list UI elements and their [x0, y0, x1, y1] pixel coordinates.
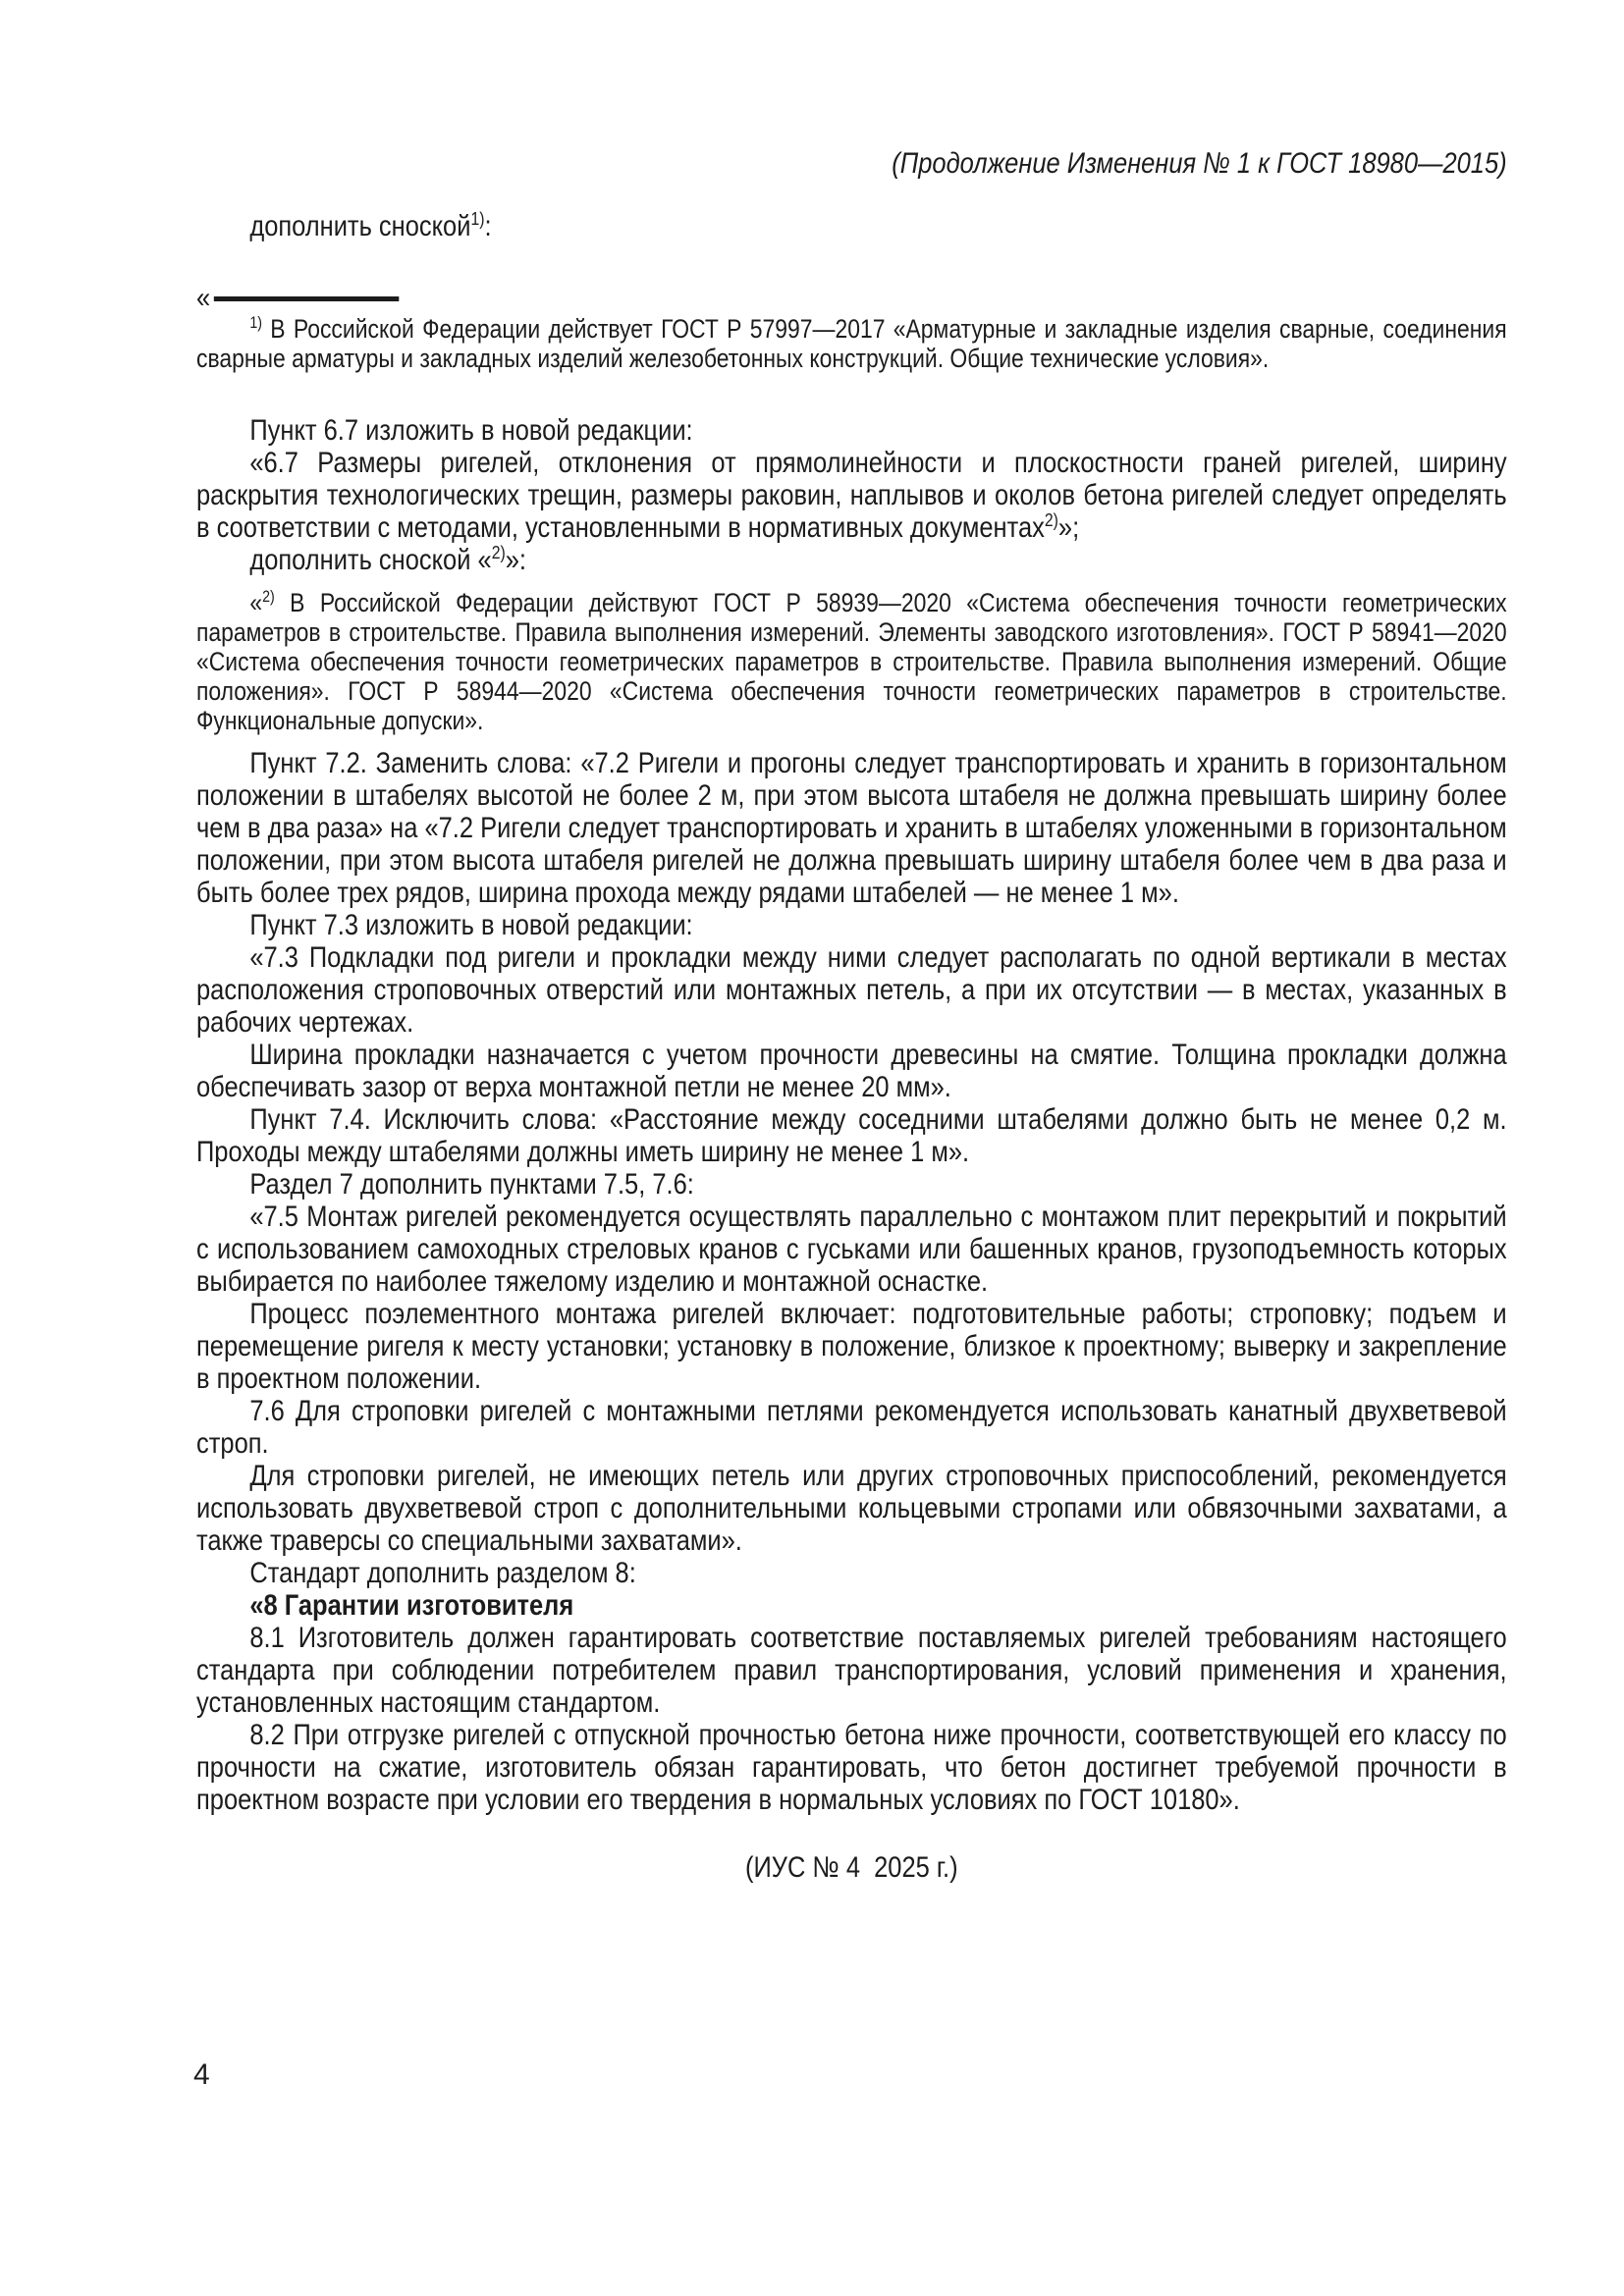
footnote-2: [196, 588, 1507, 735]
clause-7-5: «7.5 Монтаж ригелей рекомендуется осуществлять параллельно с монтажом плит перекрытий и покрытий с использованием самоходных стреловых кранов с гуськами или башенных кранов, грузоподъемность которых выбирается по наиболее тяжелому изделию и монтажной оснастке.: [196, 1201, 1507, 1298]
footnote-ref-1: 1): [470, 208, 485, 229]
instruction-section-8-add: Стандарт дополнить разделом 8:: [249, 1557, 636, 1589]
instruction-6-7: Пункт 6.7 изложить в новой редакции:: [249, 414, 693, 447]
clause-7-6-continued: Для строповки ригелей, не имеющих петель или других строповочных приспособлений, рекомендуется использовать двухветвевой строп с дополнительными кольцевыми стропами или обвязочными захватами, а также траверсы со специальными захватами».: [196, 1460, 1507, 1557]
opening-quote-mark: «: [196, 282, 211, 314]
clause-8-2: 8.2 При отгрузке ригелей с отпускной прочностью бетона ниже прочности, соответствующей его классу по прочности на сжатие, изготовитель обязан гарантировать, что бетон достигнет требуемой прочности в проектном возрасте при условии его твердения в нормальных условиях по ГОСТ 10180».: [196, 1719, 1507, 1816]
footnote-ref-2b: 2): [491, 542, 506, 562]
intro-colon: :: [484, 210, 492, 242]
clause-6-7-end: »;: [1057, 511, 1080, 544]
instruction-section-7-add: Раздел 7 дополнить пунктами 7.5, 7.6:: [249, 1168, 694, 1201]
footnote-1-marker: 1): [249, 313, 262, 332]
intro-text: дополнить сноской: [249, 210, 471, 242]
document-content: [196, 147, 1507, 1884]
clause-8-1: 8.1 Изготовитель должен гарантировать соответствие поставляемых ригелей требованиям настоящего стандарта при соблюдении потребителем правил транспортирования, условий применения и хранения, установленных настоящим стандартом.: [196, 1622, 1507, 1719]
footnote-2-text: В Российской Федерации действуют ГОСТ Р 58939—2020 «Система обеспечения точности геометрических параметров в строительстве. Правила выполнения измерений. Элементы заводского изготовления». ГОСТ Р 58941—2020 «Система обеспечения точности геометрических параметров в строительстве. Правила выполнения измерений. Общие положения». ГОСТ Р 58944—2020 «Система обеспечения точности геометрических параметров в строительстве. Функциональные допуски».: [196, 588, 1507, 735]
page-number: 4: [193, 2058, 210, 2091]
instruction-7-3: Пункт 7.3 изложить в новой редакции:: [249, 909, 693, 941]
amendment-body: [196, 414, 1507, 1884]
footnote-separator: [196, 282, 1507, 314]
clause-7-2: Пункт 7.2. Заменить слова: «7.2 Ригели и прогоны следует транспортировать и хранить в горизонтальном положении в штабелях высотой не более 2 м, при этом высота штабеля не должна превышать ширину более чем в два раза» на «7.2 Ригели следует транспортировать и хранить в штабелях уложенными в горизонтальном положении, при этом высота штабеля ригелей не должна превышать ширину штабеля более чем в два раза и быть более трех рядов, ширина прохода между рядами штабелей — не менее 1 м».: [196, 747, 1507, 909]
add-footnote-2-text: дополнить сноской «: [249, 544, 492, 576]
footnote-1: [196, 314, 1507, 373]
instruction-add-footnote-2: [196, 544, 1507, 576]
footnote-1-text: В Российской Федерации действует ГОСТ Р 57997—2017 «Арматурные и закладные изделия сварные, соединения сварные арматуры и закладных изделий железобетонных конструкций. Общие технические условия».: [196, 314, 1507, 373]
add-footnote-2-end: »:: [505, 544, 526, 576]
section-8-title: «8 Гарантии изготовителя: [249, 1589, 574, 1622]
clause-7-6: 7.6 Для строповки ригелей с монтажными петлями рекомендуется использовать канатный двухветвевой строп.: [196, 1395, 1507, 1460]
footnote-rule: [214, 296, 399, 301]
ius-note: (ИУС № 4 2025 г.): [744, 1851, 958, 1884]
continuation-note: (Продолжение Изменения № 1 к ГОСТ 18980—2015): [892, 147, 1507, 180]
footnote-2-block: [196, 588, 1507, 735]
clause-7-5-continued: Процесс поэлементного монтажа ригелей включает: подготовительные работы; строповку; подъем и перемещение ригеля к месту установки; установку в положение, близкое к проектному; выверку и закрепление в проектном положении.: [196, 1298, 1507, 1395]
intro-instruction: [196, 210, 1507, 242]
footnote-2-quote: «: [249, 588, 263, 617]
footnote-ref-2: 2): [1044, 509, 1058, 530]
clause-7-4: Пункт 7.4. Исключить слова: «Расстояние между соседними штабелями должно быть не менее 0,2 м. Проходы между штабелями должны иметь ширину не менее 1 м».: [196, 1103, 1507, 1168]
clause-6-7-text: «6.7 Размеры ригелей, отклонения от прямолинейности и плоскостности граней ригелей, ширину раскрытия технологических трещин, размеры раковин, наплывов и околов бетона ригелей следует определять в соответствии с методами, установленными в нормативных документах: [196, 447, 1507, 544]
clause-7-3-continued: Ширина прокладки назначается с учетом прочности древесины на смятие. Толщина прокладки должна обеспечивать зазор от верха монтажной петли не менее 20 мм».: [196, 1039, 1507, 1103]
footnote-2-marker: 2): [262, 587, 275, 606]
clause-6-7: [196, 447, 1507, 544]
clause-7-3: «7.3 Подкладки под ригели и прокладки между ними следует располагать по одной вертикали в местах расположения строповочных отверстий или монтажных петель, а при их отсутствии — в местах, указанных в рабочих чертежах.: [196, 941, 1507, 1039]
